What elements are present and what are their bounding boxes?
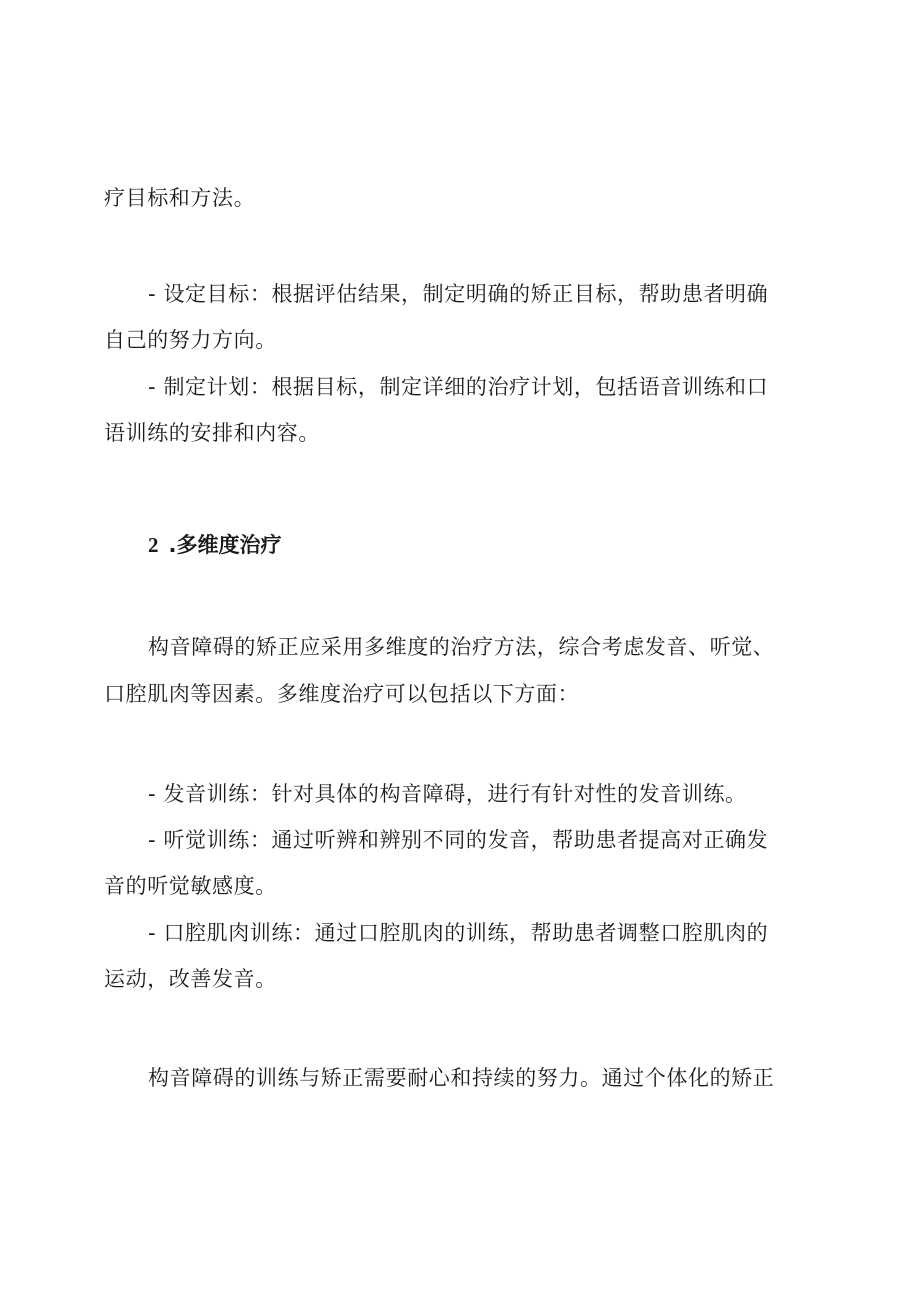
list-item-auditory-training: - 听觉训练：通过听辨和辨别不同的发音，帮助患者提高对正确发 xyxy=(148,828,769,852)
list-item-goal-setting-cont: 自己的努力方向。 xyxy=(104,328,277,352)
section-heading xyxy=(148,531,281,559)
paragraph-continuation: 疗目标和方法。 xyxy=(104,186,256,210)
list-item-pronunciation-training: - 发音训练：针对具体的构音障碍，进行有针对性的发音训练。 xyxy=(148,782,747,806)
section-title: .多维度治疗 xyxy=(168,533,282,557)
closing-paragraph: 构音障碍的训练与矫正需要耐心和持续的努力。通过个体化的矫正 xyxy=(148,1066,775,1090)
list-item-oral-muscle-training: - 口腔肌肉训练：通过口腔肌肉的训练，帮助患者调整口腔肌肉的 xyxy=(148,921,769,945)
list-item-plan-setting-cont: 语训练的安排和内容。 xyxy=(104,421,320,445)
list-item-auditory-training-cont: 音的听觉敏感度。 xyxy=(104,874,277,898)
list-item-goal-setting: - 设定目标：根据评估结果，制定明确的矫正目标，帮助患者明确 xyxy=(148,282,769,306)
list-item-oral-muscle-training-cont: 运动，改善发音。 xyxy=(104,967,277,991)
intro-paragraph: 构音障碍的矫正应采用多维度的治疗方法，综合考虑发音、听觉、 xyxy=(148,635,775,659)
intro-paragraph-cont: 口腔肌肉等因素。多维度治疗可以包括以下方面： xyxy=(104,682,580,706)
section-number: 2 xyxy=(148,533,159,557)
list-item-plan-setting: - 制定计划：根据目标，制定详细的治疗计划，包括语音训练和口 xyxy=(148,375,769,399)
